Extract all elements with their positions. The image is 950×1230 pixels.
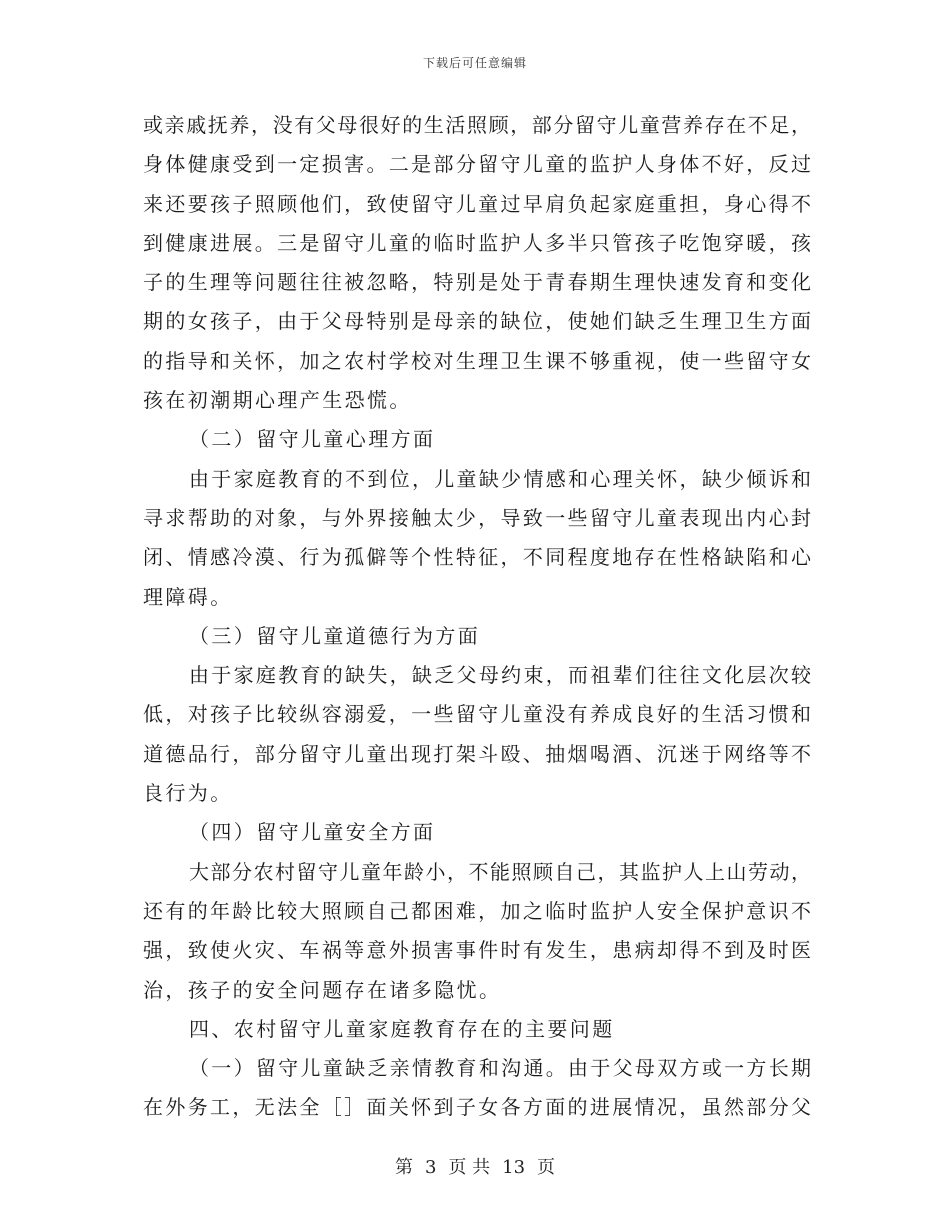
page-number: 3 xyxy=(424,1157,437,1178)
text-line: 四、农村留守儿童家庭教育存在的主要问题 xyxy=(189,1016,615,1041)
page-header: 下载后可任意编辑 xyxy=(422,56,527,70)
text-line: （二）留守儿童心理方面 xyxy=(189,427,436,452)
text-line: 期的女孩子，由于父母特别是母亲的缺位，使她们缺乏生理卫生方面 xyxy=(143,309,811,334)
text-line: 到健康进展。三是留守儿童的临时监护人多半只管孩子吃饱穿暖，孩 xyxy=(143,230,811,255)
footer-middle: 页 共 xyxy=(448,1157,491,1178)
text-line: 闭、情感冷漠、行为孤僻等个性特征，不同程度地存在性格缺陷和心 xyxy=(143,545,811,570)
page-footer xyxy=(0,1153,950,1179)
footer-suffix: 页 xyxy=(537,1157,556,1178)
text-line: （四）留守儿童安全方面 xyxy=(189,820,436,845)
text-line: （三）留守儿童道德行为方面 xyxy=(189,623,481,648)
text-line: 低，对孩子比较纵容溺爱，一些留守儿童没有养成良好的生活习惯和 xyxy=(143,702,811,727)
text-line: 身体健康受到一定损害。二是部分留守儿童的监护人身体不好，反过 xyxy=(143,152,811,177)
text-line: 理障碍。 xyxy=(143,584,233,609)
text-line: 由于家庭教育的不到位，儿童缺少情感和心理关怀，缺少倾诉和 xyxy=(189,466,811,491)
footer-prefix: 第 xyxy=(394,1157,413,1178)
text-line: 孩在初潮期心理产生恐慌。 xyxy=(143,388,412,413)
document-body xyxy=(143,106,811,1128)
text-line: 大部分农村留守儿童年龄小，不能照顾自己，其监护人上山劳动， xyxy=(189,859,811,884)
text-line: 由于家庭教育的缺失，缺乏父母约束，而祖辈们往往文化层次较 xyxy=(189,663,811,688)
text-line: 治，孩子的安全问题存在诸多隐忧。 xyxy=(143,977,502,1002)
text-line: 子的生理等问题往往被忽略，特别是处于青春期生理快速发育和变化 xyxy=(143,270,811,295)
text-line: 的指导和关怀，加之农村学校对生理卫生课不够重视，使一些留守女 xyxy=(143,348,811,373)
text-line: 道德品行，部分留守儿童出现打架斗殴、抽烟喝酒、沉迷于网络等不 xyxy=(143,741,811,766)
text-line: 还有的年龄比较大照顾自己都困难，加之临时监护人安全保护意识不 xyxy=(143,898,811,923)
text-line: （一）留守儿童缺乏亲情教育和沟通。由于父母双方或一方长期 xyxy=(189,1056,811,1081)
total-pages: 13 xyxy=(502,1157,526,1178)
text-line: 良行为。 xyxy=(143,781,233,806)
text-line: 在外务工，无法全［］面关怀到子女各方面的进展情况，虽然部分父 xyxy=(143,1095,811,1120)
text-line: 寻求帮助的对象，与外界接触太少，导致一些留守儿童表现出内心封 xyxy=(143,505,811,530)
text-line: 强，致使火灾、车祸等意外损害事件时有发生，患病却得不到及时医 xyxy=(143,938,811,963)
text-line: 或亲戚抚养，没有父母很好的生活照顾，部分留守儿童营养存在不足， xyxy=(143,113,811,137)
text-line: 来还要孩子照顾他们，致使留守儿童过早肩负起家庭重担，身心得不 xyxy=(143,191,811,216)
